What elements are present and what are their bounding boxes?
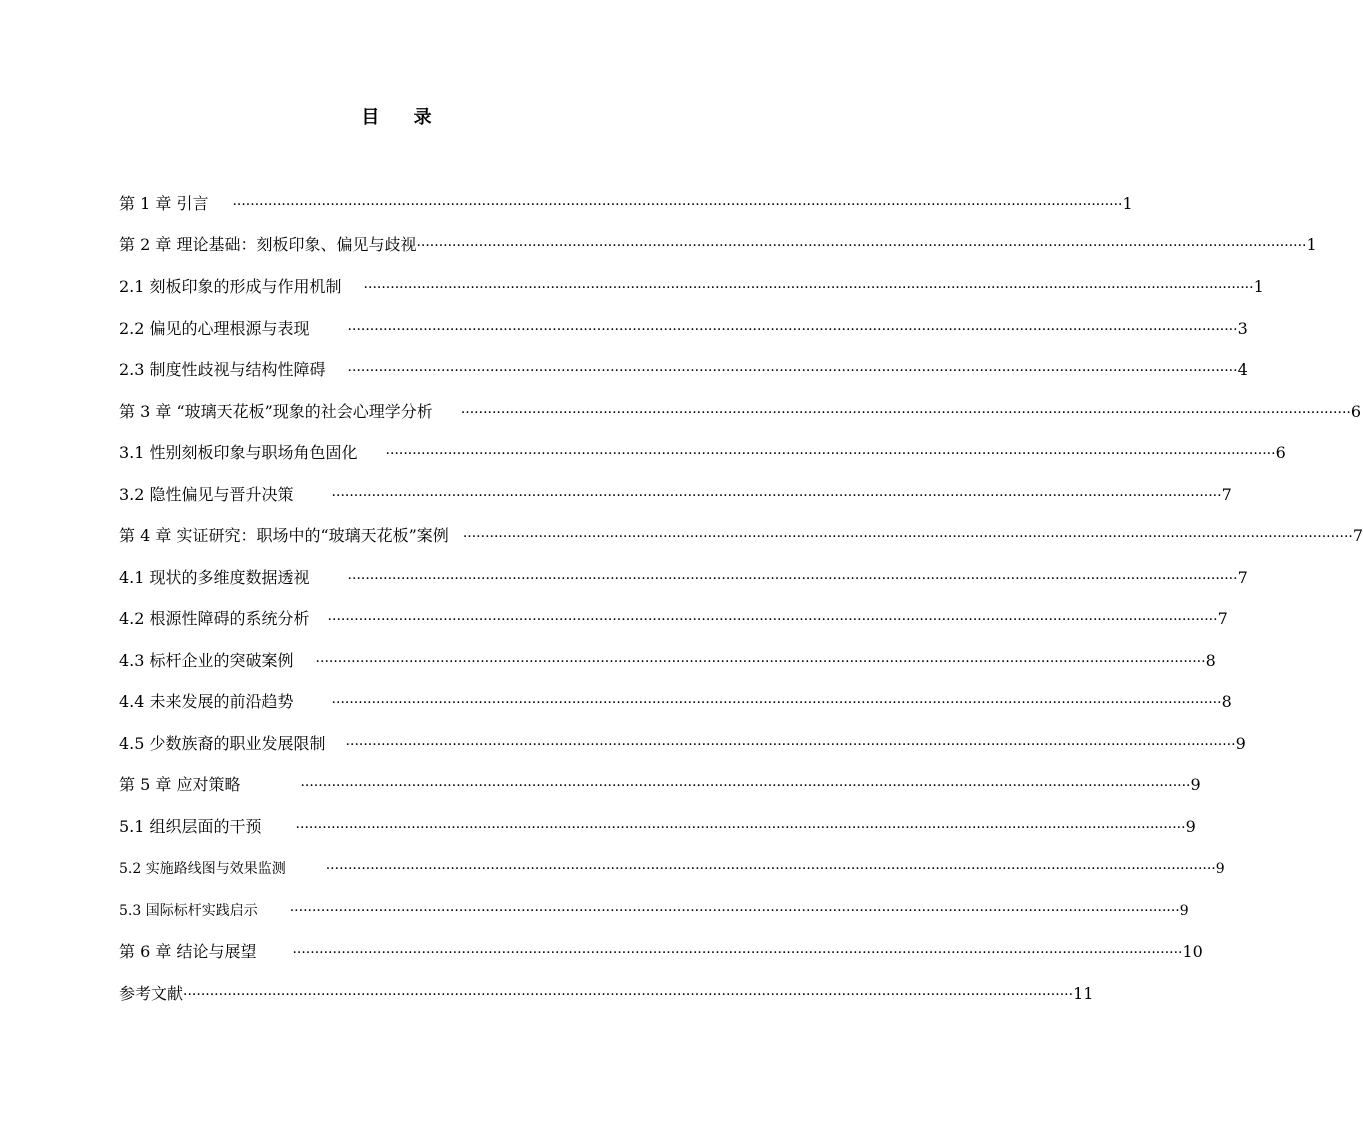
toc-entry[interactable] <box>119 193 1133 215</box>
toc-entry-page-number: 7 <box>1221 485 1232 504</box>
toc-entry-label: 5.1 组织层面的干预 <box>119 817 262 836</box>
toc-dot-leader: ········································································································································································································ <box>327 612 1218 628</box>
toc-dot-leader: ········································································································································································································ <box>460 405 1351 421</box>
toc-entry-page-number: 6 <box>1350 402 1362 421</box>
toc-title: 目 录 <box>361 107 446 128</box>
toc-entry-label: 2.3 制度性歧视与结构性障碍 <box>119 360 326 379</box>
toc-entry-label: 第 2 章 理论基础：刻板印象、偏见与歧视 <box>119 235 417 254</box>
toc-entry-page-number: 11 <box>1073 984 1094 1003</box>
toc-entry[interactable] <box>119 608 1228 630</box>
toc-entry-page-number: 1 <box>1122 194 1133 213</box>
toc-dot-leader: ········································································································································································································ <box>295 820 1186 836</box>
toc-dot-leader: ········································································································································································································ <box>385 446 1276 462</box>
toc-entry[interactable] <box>119 774 1201 796</box>
toc-entry-label: 参考文献 <box>119 984 184 1003</box>
toc-entry[interactable] <box>119 733 1246 755</box>
toc-entry-page-number: 9 <box>1185 817 1196 836</box>
toc-dot-leader: ········································································································································································································ <box>300 778 1191 794</box>
toc-entry-label: 4.5 少数族裔的职业发展限制 <box>119 734 326 753</box>
toc-entry-label: 3.2 隐性偏见与晋升决策 <box>119 485 294 504</box>
toc-dot-leader: ········································································································································································································ <box>183 987 1074 1003</box>
toc-entry[interactable] <box>119 359 1248 381</box>
toc-dot-leader: ········································································································································································································ <box>315 654 1206 670</box>
toc-entry-label: 第 6 章 结论与展望 <box>119 942 257 961</box>
toc-entry-page-number: 1 <box>1306 235 1317 254</box>
toc-entry-page-number: 9 <box>1190 775 1201 794</box>
toc-entry[interactable] <box>119 567 1248 589</box>
toc-entry-page-number: 9 <box>1215 861 1225 877</box>
toc-entry-label: 第 1 章 引言 <box>119 194 209 213</box>
toc-entry-page-number: 6 <box>1275 443 1286 462</box>
toc-entry-page-number: 8 <box>1205 651 1216 670</box>
toc-entry-page-number: 7 <box>1237 568 1248 587</box>
toc-entry[interactable] <box>119 525 1363 547</box>
toc-dot-leader: ········································································································································································································ <box>331 488 1222 504</box>
toc-entry-page-number: 9 <box>1235 734 1246 753</box>
toc-entry-label: 2.1 刻板印象的形成与作用机制 <box>119 277 342 296</box>
toc-entry-label: 4.2 根源性障碍的系统分析 <box>119 609 310 628</box>
toc-dot-leader: ········································································································································································································ <box>347 322 1238 338</box>
toc-dot-leader: ········································································································································································································ <box>347 363 1238 379</box>
toc-entry[interactable] <box>119 900 1189 922</box>
toc-entry[interactable] <box>119 650 1216 672</box>
toc-entry-label: 第 3 章 “玻璃天花板”现象的社会心理学分析 <box>119 402 433 421</box>
toc-entry-page-number: 3 <box>1237 319 1248 338</box>
toc-entry[interactable] <box>119 442 1286 464</box>
toc-entry[interactable] <box>119 816 1196 838</box>
toc-entry-label: 4.4 未来发展的前沿趋势 <box>119 692 294 711</box>
toc-entry-label: 第 5 章 应对策略 <box>119 775 241 794</box>
toc-entry-label: 4.1 现状的多维度数据透视 <box>119 568 310 587</box>
toc-entry-page-number: 7 <box>1217 609 1228 628</box>
toc-entry[interactable] <box>119 276 1264 298</box>
toc-dot-leader: ········································································································································································································ <box>331 695 1222 711</box>
toc-entry-page-number: 7 <box>1352 526 1363 545</box>
toc-entry[interactable] <box>119 318 1248 340</box>
toc-entry[interactable] <box>119 401 1362 423</box>
toc-entry-label: 2.2 偏见的心理根源与表现 <box>119 319 310 338</box>
toc-entry[interactable] <box>119 858 1225 880</box>
toc-entry[interactable] <box>119 691 1232 713</box>
toc-entry-label: 5.3 国际标杆实践启示 <box>119 903 258 919</box>
toc-dot-leader: ········································································································································································································ <box>289 903 1180 919</box>
toc-dot-leader: ········································································································································································································ <box>347 571 1238 587</box>
toc-dot-leader: ········································································································································································································ <box>345 737 1236 753</box>
toc-entry[interactable] <box>119 941 1203 963</box>
toc-dot-leader: ········································································································································································································ <box>462 529 1353 545</box>
toc-dot-leader: ········································································································································································································ <box>232 197 1123 213</box>
toc-entry-page-number: 9 <box>1179 903 1189 919</box>
toc-entry[interactable] <box>119 983 1094 1005</box>
toc-entry-page-number: 1 <box>1253 277 1264 296</box>
toc-dot-leader: ········································································································································································································ <box>416 238 1307 254</box>
toc-entry-label: 第 4 章 实证研究：职场中的“玻璃天花板”案例 <box>119 526 449 545</box>
toc-entry-label: 3.1 性别刻板印象与职场角色固化 <box>119 443 358 462</box>
toc-dot-leader: ········································································································································································································ <box>363 280 1254 296</box>
toc-entry[interactable] <box>119 234 1317 256</box>
toc-entry-page-number: 10 <box>1182 942 1203 961</box>
toc-dot-leader: ········································································································································································································ <box>325 861 1216 877</box>
toc-entry[interactable] <box>119 484 1232 506</box>
toc-entry-label: 4.3 标杆企业的突破案例 <box>119 651 294 670</box>
toc-entry-label: 5.2 实施路线图与效果监测 <box>119 861 286 877</box>
toc-entry-page-number: 8 <box>1221 692 1232 711</box>
toc-dot-leader: ········································································································································································································ <box>292 945 1183 961</box>
toc-entry-page-number: 4 <box>1237 360 1248 379</box>
